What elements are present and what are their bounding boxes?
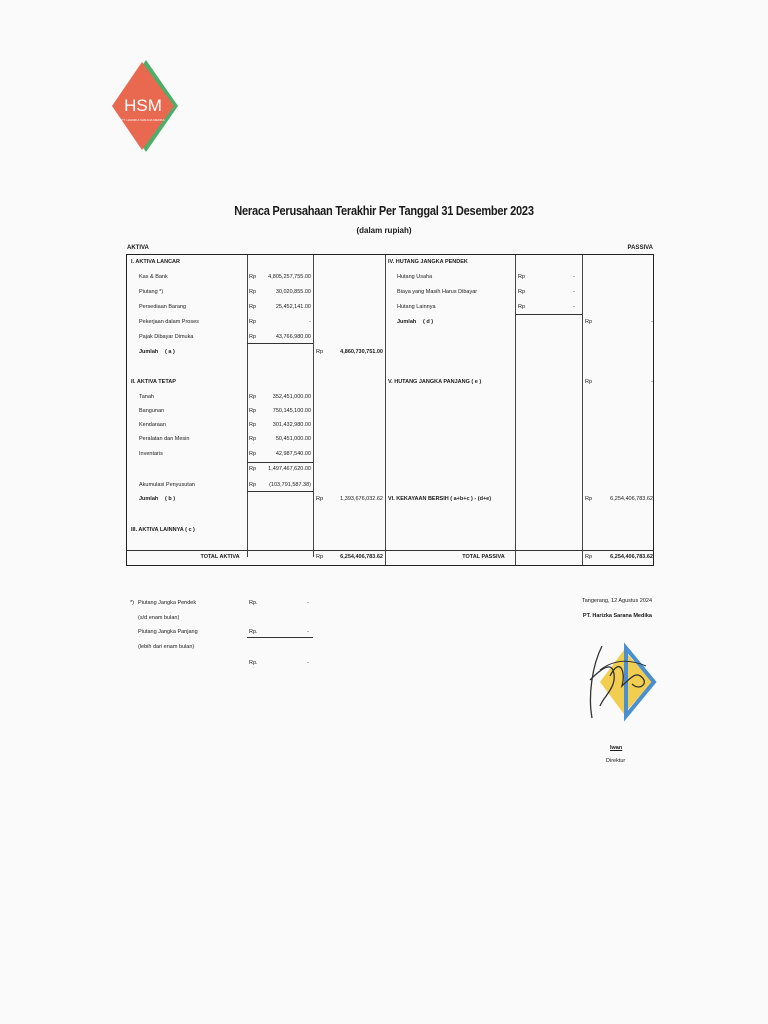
balance-sheet-table [126,254,654,566]
note-pendek-value: - [307,600,309,606]
aktiva-lancar-heading: I. AKTIVA LANCAR [131,259,180,265]
hutang-pendek-item-value: - [573,274,575,280]
hutang-pendek-heading: IV. HUTANG JANGKA PENDEK [388,259,468,265]
note-star: *) [130,600,134,606]
aktiva-header: AKTIVA [127,245,149,251]
currency-label: Rp [249,289,257,295]
hutang-panjang-heading: V. HUTANG JANGKA PANJANG ( e ) [388,379,482,385]
aktiva-lancar-item-label: Persediaan Barang [139,304,187,310]
aktiva-tetap-item-label: Tanah [139,394,154,400]
note-total-value: - [307,660,309,666]
currency-label: Rp [249,394,257,400]
aktiva-tetap-item-value: 352,451,000.00 [272,394,311,400]
aktiva-lancar-item-value: 30,020,855.00 [275,289,311,295]
currency-label: Rp [249,422,257,428]
aktiva-tetap-item-label: Inventaris [139,451,163,457]
aktiva-lancar-item-value: 4,805,257,755.00 [268,274,311,280]
currency-label: Rp [249,436,257,442]
company-name: PT. Harizka Sarana Medika [582,613,652,619]
signer-name: Iwan [610,745,623,751]
currency-label: Rp. [249,660,258,666]
aktiva-lancar-jumlah-code: ( a ) [165,349,175,355]
kekayaan-bersih-value: 6,254,406,783.62 [610,496,653,502]
aktiva-lancar-item-label: Kas & Bank [139,274,168,280]
akumulasi-penyusutan-label: Akumulasi Penyusutan [139,482,195,488]
aktiva-tetap-subtotal: 1,497,467,620.00 [268,466,311,472]
aktiva-tetap-jumlah-value: 1,393,676,032.62 [340,496,383,502]
hutang-pendek-item-label: Hutang Lainnya [397,304,436,310]
logo-text: HSM [124,96,162,115]
currency-label: Rp [518,304,526,310]
aktiva-lancar-item-label: Pekerjaan dalam Proses [139,319,199,325]
signer-position: Direktur [606,758,626,764]
aktiva-tetap-item-label: Kendaraan [139,422,166,428]
aktiva-tetap-heading: II. AKTIVA TETAP [131,379,176,385]
currency-label: Rp [585,554,593,560]
note-panjang-sub: (lebih dari enam bulan) [138,644,195,650]
total-passiva-value: 6,254,406,783.62 [610,554,653,560]
aktiva-lancar-item-label: Piutang *) [139,289,164,295]
currency-label: Rp [249,482,257,488]
currency-label: Rp [249,466,257,472]
note-panjang-label: Piutang Jangka Panjang [138,629,198,635]
currency-label: Rp [518,289,526,295]
hutang-pendek-item-value: - [573,304,575,310]
currency-label: Rp [249,451,257,457]
place-date: Tangerang, 12 Agustus 2024 [581,598,652,604]
hutang-pendek-item-value: - [573,289,575,295]
aktiva-tetap-item-value: 42,987,540.00 [275,451,311,457]
aktiva-lancar-jumlah-label: Jumlah [139,349,159,355]
aktiva-tetap-item-label: Peralatan dan Mesin [139,436,190,442]
hutang-pendek-jumlah-value: - [651,319,653,325]
akumulasi-penyusutan-value: (103,791,587.38) [269,482,311,488]
hutang-panjang-value: - [651,379,653,385]
currency-label: Rp [249,334,257,340]
note-pendek-sub: (s/d enam bulan) [138,615,180,621]
currency-label: Rp [316,554,324,560]
currency-label: Rp [249,304,257,310]
aktiva-tetap-item-label: Bangunan [139,408,165,414]
hutang-pendek-item-label: Biaya yang Masih Harus Dibayar [397,289,478,295]
currency-label: Rp [585,379,593,385]
aktiva-lancar-jumlah-value: 4,860,730,751.00 [340,349,383,355]
aktiva-tetap-item-value: 750,145,100.00 [272,408,311,414]
currency-label: Rp [249,274,257,280]
aktiva-tetap-jumlah-label: Jumlah [139,496,159,502]
aktiva-tetap-jumlah-code: ( b ) [165,496,176,502]
currency-label: Rp [316,349,324,355]
svg-text:PT. HARIZKA SARANA MEDIKA: PT. HARIZKA SARANA MEDIKA [121,118,165,122]
currency-label: Rp. [249,629,258,635]
aktiva-lancar-item-label: Pajak Dibayar Dimuka [139,334,194,340]
hutang-pendek-item-label: Hutang Usaha [397,274,433,280]
aktiva-lancar-item-value: - [309,319,311,325]
hutang-pendek-jumlah-label: Jumlah [397,319,417,325]
currency-label: Rp [249,319,257,325]
company-logo [112,60,178,152]
total-passiva-label: TOTAL PASSIVA [462,554,505,560]
signature-stamp [586,636,658,728]
currency-label: Rp [249,408,257,414]
document-title: Neraca Perusahaan Terakhir Per Tanggal 31 Desember 2023 [234,203,534,218]
currency-label: Rp [518,274,526,280]
document-subtitle: (dalam rupiah) [356,226,412,235]
aktiva-lainnya-heading: III. AKTIVA LAINNYA ( c ) [131,527,195,533]
aktiva-tetap-item-value: 50,451,000.00 [275,436,311,442]
total-aktiva-value: 6,254,406,783.62 [340,554,383,560]
aktiva-lancar-item-value: 43,766,980.00 [275,334,311,340]
currency-label: Rp [585,319,593,325]
note-panjang-value: - [307,629,309,635]
currency-label: Rp. [249,600,258,606]
aktiva-lancar-item-value: 25,452,141.00 [275,304,311,310]
currency-label: Rp [585,496,593,502]
kekayaan-bersih-heading: VI. KEKAYAAN BERSIH ( a+b+c ) - (d+e) [388,496,492,502]
note-pendek-label: Piutang Jangka Pendek [138,600,197,606]
total-aktiva-label: TOTAL AKTIVA [200,554,240,560]
aktiva-tetap-item-value: 301,432,980.00 [272,422,311,428]
note-underline [247,637,313,638]
passiva-header: PASSIVA [627,245,653,251]
currency-label: Rp [316,496,324,502]
hutang-pendek-jumlah-code: ( d ) [423,319,434,325]
